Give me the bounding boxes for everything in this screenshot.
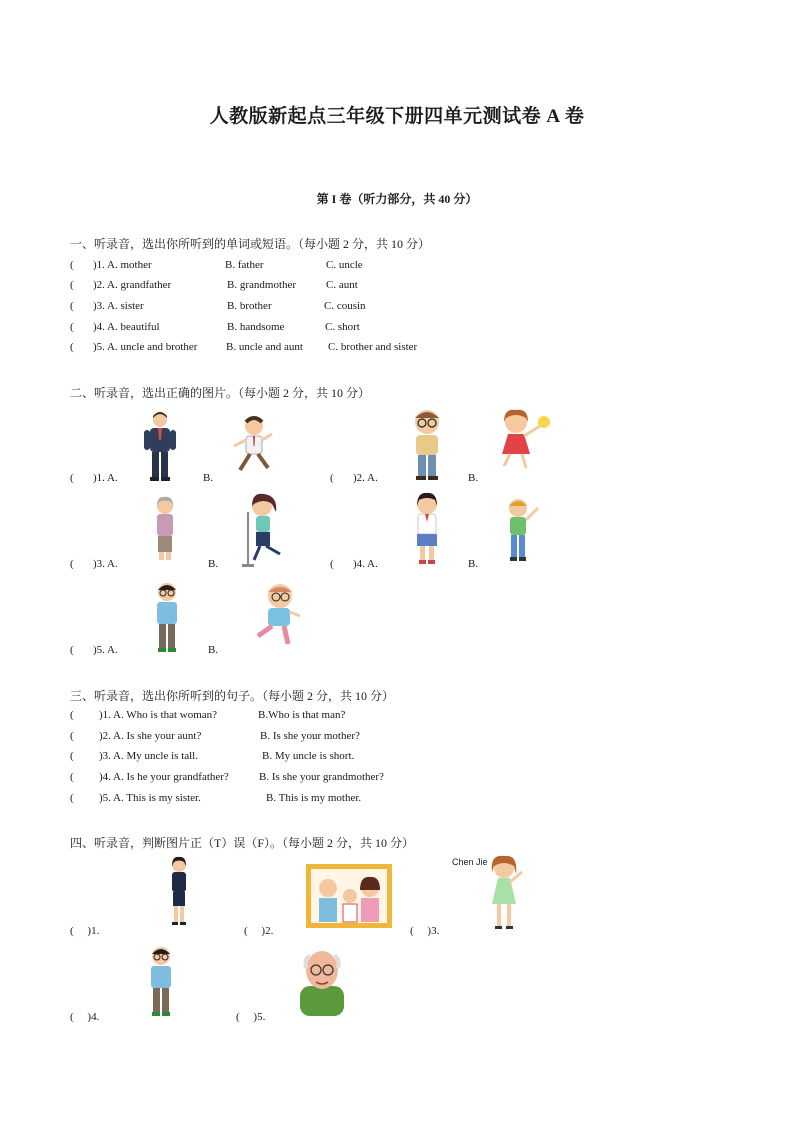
option-c: C. aunt	[326, 279, 358, 291]
judge-item-4-label: ( )4.	[70, 1011, 100, 1023]
man-with-glasses-picture	[144, 944, 178, 1018]
answer-paren: (	[70, 279, 74, 291]
boy-waving-picture	[500, 496, 542, 566]
schoolgirl-picture	[410, 492, 444, 568]
option-b: B. Is she your grandmother?	[259, 771, 384, 783]
grandfather-portrait-picture	[296, 946, 348, 1016]
option-b: B. handsome	[227, 321, 285, 333]
answer-paren: (	[70, 321, 74, 333]
answer-paren: (	[70, 341, 74, 353]
option-a: )2. A. Is she your aunt?	[99, 730, 202, 742]
judge-item-5-label: ( )5.	[236, 1011, 266, 1023]
option-a: )4. A. beautiful	[93, 321, 160, 333]
option-a: )3. A. sister	[93, 300, 144, 312]
q2-option-a-label: )2. A.	[353, 472, 378, 484]
judge-item-1-label: ( )1.	[70, 925, 100, 937]
q4-option-a-label: )4. A.	[353, 558, 378, 570]
q5-option-b-label: B.	[208, 644, 219, 656]
option-b: B. Is she your mother?	[260, 730, 360, 742]
grandmother-picture	[150, 496, 180, 562]
answer-paren: (	[330, 472, 334, 484]
option-c: C. cousin	[324, 300, 366, 312]
judge-item-2-label: ( )2.	[244, 925, 274, 937]
q5-option-a-label: )5. A.	[93, 644, 118, 656]
section3-heading: 三、听录音，选出你所听到的句子。（每小题 2 分，共 10 分）	[70, 689, 395, 703]
q1-option-a-label: )1. A.	[93, 472, 118, 484]
grandfather-running-picture	[248, 580, 304, 650]
option-b: B. grandmother	[227, 279, 297, 291]
option-c: C. short	[325, 321, 360, 333]
answer-paren: (	[70, 709, 74, 721]
option-a: )5. A. uncle and brother	[93, 341, 198, 353]
chen-jie-caption: Chen Jie	[452, 857, 488, 867]
section2-heading: 二、听录音，选出正确的图片。（每小题 2 分，共 10 分）	[70, 386, 371, 400]
option-b: B.Who is that man?	[258, 709, 346, 721]
answer-paren: (	[70, 300, 74, 312]
section4-heading: 四、听录音，判断图片正（T）误（F）。（每小题 2 分，共 10 分）	[70, 836, 415, 850]
judge-item-3-label: ( )3.	[410, 925, 440, 937]
man-in-suit-picture	[140, 410, 180, 482]
option-a: )1. A. Who is that woman?	[99, 709, 218, 721]
man-with-glasses-picture	[150, 580, 184, 654]
option-b: B. uncle and aunt	[226, 341, 303, 353]
page-title: 人教版新起点三年级下册四单元测试卷 A 卷	[209, 106, 585, 127]
option-a: )3. A. My uncle is tall.	[99, 750, 198, 762]
option-c: C. uncle	[326, 259, 363, 271]
answer-paren: (	[70, 472, 74, 484]
option-a: )5. A. This is my sister.	[99, 792, 201, 804]
family-photo-picture	[306, 864, 392, 928]
paper-subtitle: 第 I 卷（听力部分，共 40 分）	[316, 192, 478, 206]
girl-singing-picture	[238, 492, 290, 568]
running-man-picture	[228, 414, 278, 476]
answer-paren: (	[70, 792, 74, 804]
answer-paren: (	[70, 558, 74, 570]
section1-heading: 一、听录音，选出你所听到的单词或短语。（每小题 2 分，共 10 分）	[70, 237, 431, 251]
option-b: B. This is my mother.	[266, 792, 362, 804]
woman-in-suit-picture	[166, 856, 192, 928]
q3-option-a-label: )3. A.	[93, 558, 118, 570]
answer-paren: (	[70, 771, 74, 783]
answer-paren: (	[70, 730, 74, 742]
option-b: B. My uncle is short.	[262, 750, 355, 762]
option-c: C. brother and sister	[328, 341, 418, 353]
option-b: B. father	[225, 259, 264, 271]
option-a: )1. A. mother	[93, 259, 152, 271]
boy-with-glasses-picture	[406, 408, 448, 482]
option-a: )2. A. grandfather	[93, 279, 172, 291]
q4-option-b-label: B.	[468, 558, 479, 570]
q3-option-b-label: B.	[208, 558, 219, 570]
answer-paren: (	[70, 644, 74, 656]
chen-jie-picture	[484, 854, 528, 932]
girl-in-red-dress-picture	[494, 408, 556, 474]
q1-option-b-label: B.	[203, 472, 214, 484]
answer-paren: (	[70, 259, 74, 271]
q2-option-b-label: B.	[468, 472, 479, 484]
option-a: )4. A. Is he your grandfather?	[99, 771, 229, 783]
option-b: B. brother	[227, 300, 272, 312]
answer-paren: (	[330, 558, 334, 570]
answer-paren: (	[70, 750, 74, 762]
